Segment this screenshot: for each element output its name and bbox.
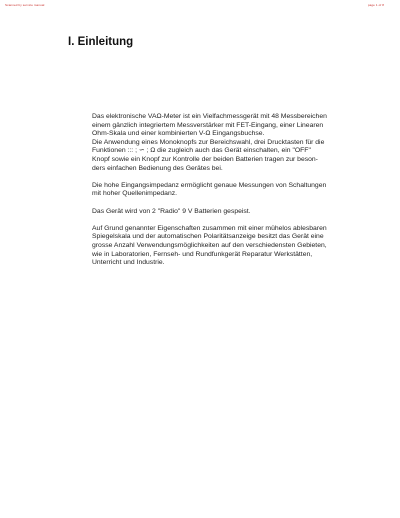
text-line: Ohm-Skala und einer kombinierten V-Ω Eingangsbuchse. [92, 130, 265, 138]
text-line: mit hoher Quellenimpedanz. [92, 190, 178, 198]
paragraph-power [92, 208, 392, 217]
text-line: Das Gerät wird von 2 "Radio" 9 V Batterien gespeist. [92, 207, 251, 215]
page-header-right: page 1 of 8 [367, 3, 384, 7]
section-title: I. Einleitung [68, 36, 134, 48]
text-line: Knopf sowie ein Knopf zur Kontrolle der beiden Batterien tragen zur beson- [92, 155, 318, 163]
page-header-left: Scanned by service manual [5, 3, 45, 7]
paragraph-impedance [92, 182, 392, 199]
text-line: Die hohe Eingangsimpedanz ermöglicht genaue Messungen von Schaltungen [92, 181, 327, 189]
section-body [92, 113, 392, 276]
text-line: Spiegelskala und der automatischen Polaritätsanzeige besitzt das Gerät eine [92, 233, 324, 241]
text-line: einem gänzlich integriertem Messverstärker mit FET-Eingang, einer Linearen [92, 121, 324, 129]
text-line: ders einfachen Bedienung des Gerätes bei. [92, 164, 223, 172]
paragraph-introduction [92, 113, 392, 173]
text-line: Funktionen ::: ; ∽ ; Ω die zugleich auch das Gerät einschalten, ein "OFF" [92, 147, 311, 155]
text-line: Auf Grund genannter Eigenschaften zusammen mit einer mühelos ablesbaren [92, 224, 327, 232]
paragraph-applications [92, 225, 392, 268]
text-line: wie in Laboratorien, Fernseh- und Rundfunkgerät Reparatur Werkstätten, [92, 250, 313, 258]
text-line: Unterricht und Industrie. [92, 259, 165, 267]
text-line: Das elektronische VAΩ-Meter ist ein Vielfachmessgerät mit 48 Messbereichen [92, 113, 327, 120]
text-line: Die Anwendung eines Monoknopfs zur Bereichswahl, drei Drucktasten für die [92, 138, 325, 146]
text-line: grosse Anzahl Verwendungsmöglichkeiten auf den verschiedensten Gebieten, [92, 241, 327, 249]
